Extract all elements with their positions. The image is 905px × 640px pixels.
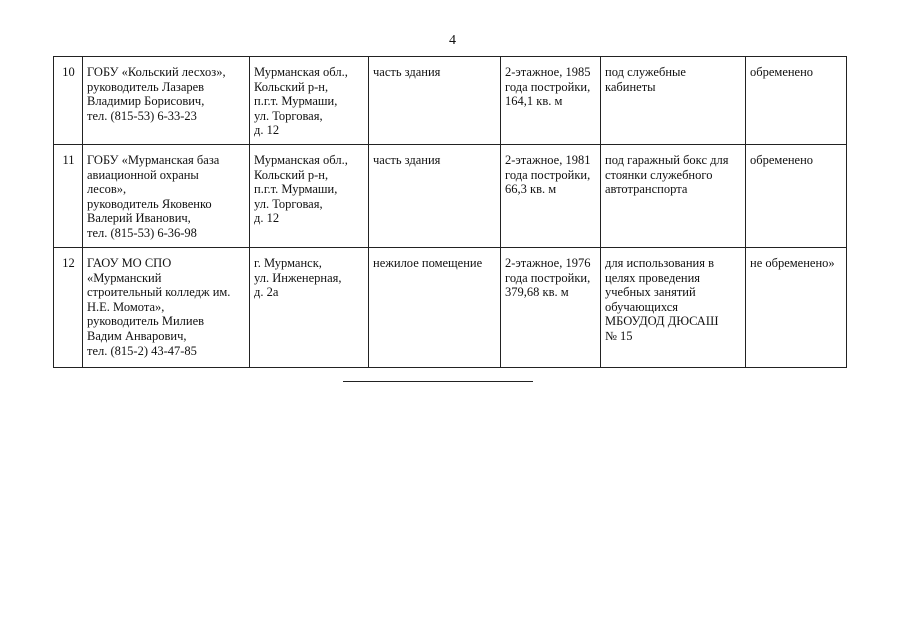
organization-cell: ГОБУ «Мурманская база авиационной охраны лесов», руководитель Яковенко Валерий Иванович, тел. (815-53) 6-36-98: [83, 144, 250, 247]
purpose-cell: под служебные кабинеты: [601, 57, 746, 145]
table-row: [54, 57, 847, 145]
address-cell: Мурманская обл., Кольский р-н, п.г.т. Мурмаши, ул. Торговая, д. 12: [250, 57, 369, 145]
status-cell: обременено: [746, 57, 847, 145]
object-cell: часть здания: [369, 144, 501, 247]
table-row: [54, 247, 847, 367]
status-cell: не обременено»: [746, 247, 847, 367]
characteristics-cell: 2-этажное, 1985 года постройки, 164,1 кв. м: [501, 57, 601, 145]
status-cell: обременено: [746, 144, 847, 247]
object-cell: часть здания: [369, 57, 501, 145]
end-separator-line: [343, 381, 533, 382]
address-cell: Мурманская обл., Кольский р-н, п.г.т. Мурмаши, ул. Торговая, д. 12: [250, 144, 369, 247]
row-number: 10: [54, 57, 83, 145]
object-cell: нежилое помещение: [369, 247, 501, 367]
row-number: 11: [54, 144, 83, 247]
organization-cell: ГОБУ «Кольский лесхоз», руководитель Лазарев Владимир Борисович, тел. (815-53) 6-33-23: [83, 57, 250, 145]
page-number: 4: [449, 33, 456, 48]
purpose-cell: для использования в целях проведения учебных занятий обучающихся МБОУДОД ДЮСАШ № 15: [601, 247, 746, 367]
characteristics-cell: 2-этажное, 1976 года постройки, 379,68 кв. м: [501, 247, 601, 367]
property-table: [53, 56, 847, 368]
characteristics-cell: 2-этажное, 1981 года постройки, 66,3 кв. м: [501, 144, 601, 247]
address-cell: г. Мурманск, ул. Инженерная, д. 2а: [250, 247, 369, 367]
table-row: [54, 144, 847, 247]
row-number: 12: [54, 247, 83, 367]
purpose-cell: под гаражный бокс для стоянки служебного автотранспорта: [601, 144, 746, 247]
organization-cell: ГАОУ МО СПО «Мурманский строительный колледж им. Н.Е. Момота», руководитель Милиев Вадим Анварович, тел. (815-2) 43-47-85: [83, 247, 250, 367]
